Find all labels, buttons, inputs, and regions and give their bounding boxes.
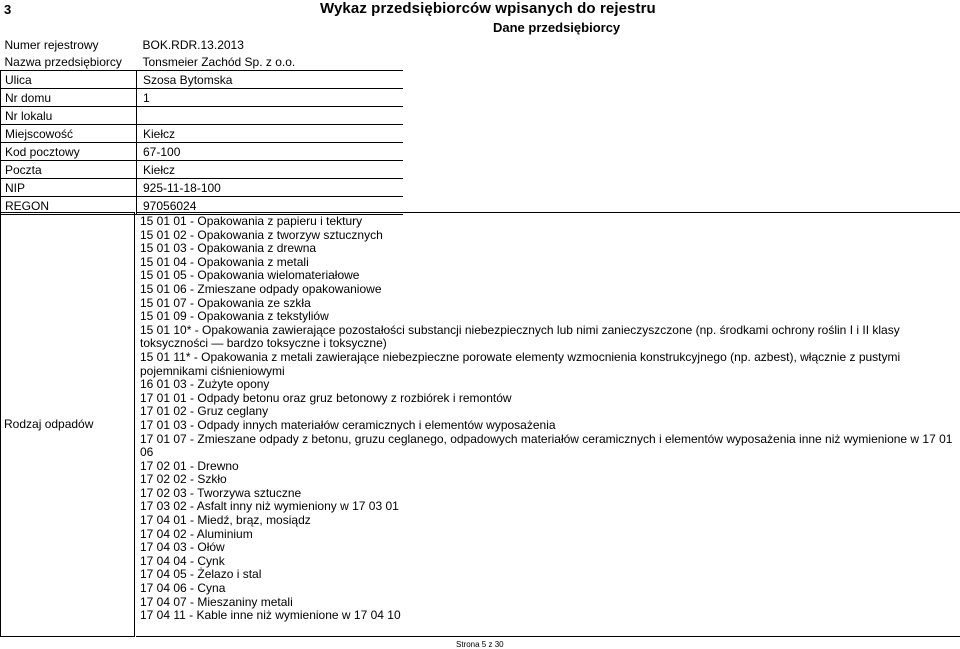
field-label: NIP bbox=[1, 179, 137, 197]
waste-item: 17 04 06 - Cyna bbox=[140, 581, 226, 596]
field-label: Nr domu bbox=[1, 89, 137, 107]
field-label: REGON bbox=[1, 197, 137, 215]
waste-types-label: Rodzaj odpadów bbox=[4, 417, 94, 431]
field-label: Numer rejestrowy bbox=[4, 37, 99, 52]
waste-item: 17 04 07 - Mieszaniny metali bbox=[140, 594, 293, 609]
field-value bbox=[137, 107, 404, 125]
field-value: 67-100 bbox=[137, 143, 404, 161]
info-row-street bbox=[1, 71, 404, 89]
company-info-table bbox=[0, 36, 403, 215]
waste-item: 15 01 11* - Opakowania z metali zawierające niebezpieczne porowate elementy wzmocnienia konstrukcyjnego (np. azbest), włącznie z pustymi pojemnikami ciśnieniowymi bbox=[140, 349, 901, 378]
field-value: 97056024 bbox=[137, 197, 404, 215]
field-value: Tonsmeier Zachód Sp. z o.o. bbox=[142, 54, 296, 69]
waste-item: 17 01 01 - Odpady betonu oraz gruz betonowy z rozbiórek i remontów bbox=[140, 390, 512, 405]
info-row-postal-code bbox=[1, 143, 404, 161]
field-value: BOK.RDR.13.2013 bbox=[142, 37, 244, 52]
waste-item: 17 04 01 - Miedź, brąz, mosiądz bbox=[140, 513, 311, 528]
section-title: Dane przedsiębiorcy bbox=[493, 20, 621, 35]
waste-item: 17 01 07 - Zmieszane odpady z betonu, gruzu ceglanego, odpadowych materiałów ceramicznych i elementów wyposażenia inne niż wymienione w 17 01 06 bbox=[140, 431, 953, 460]
info-row-register-number bbox=[1, 36, 404, 53]
page-number: 3 bbox=[4, 2, 12, 17]
info-row-city bbox=[1, 125, 404, 143]
page-footer: Strona 5 z 30 bbox=[456, 640, 504, 649]
info-row-post-office bbox=[1, 161, 404, 179]
field-value: Kiełcz bbox=[137, 125, 404, 143]
waste-item: 17 04 02 - Aluminium bbox=[140, 526, 253, 541]
waste-item: 17 02 02 - Szkło bbox=[140, 472, 227, 487]
waste-item: 15 01 05 - Opakowania wielomateriałowe bbox=[140, 268, 360, 283]
field-label: Nr lokalu bbox=[1, 107, 137, 125]
waste-item: 15 01 03 - Opakowania z drewna bbox=[140, 241, 317, 256]
waste-item: 17 01 02 - Gruz ceglany bbox=[140, 404, 269, 419]
waste-item: 17 04 03 - Ołów bbox=[140, 540, 225, 555]
waste-item: 17 03 02 - Asfalt inny niż wymieniony w 17 03 01 bbox=[140, 499, 399, 514]
waste-item: 15 01 06 - Zmieszane odpady opakowaniowe bbox=[140, 281, 382, 296]
info-row-house-number bbox=[1, 89, 404, 107]
waste-item: 17 02 03 - Tworzywa sztuczne bbox=[140, 485, 302, 500]
field-label: Ulica bbox=[1, 71, 137, 89]
page-title: Wykaz przedsiębiorców wpisanych do rejestru bbox=[320, 0, 656, 17]
field-value: 1 bbox=[137, 89, 404, 107]
waste-list bbox=[140, 215, 955, 623]
field-label: Miejscowość bbox=[1, 125, 137, 143]
waste-item: 15 01 01 - Opakowania z papieru i tektury bbox=[140, 214, 363, 228]
field-label: Nazwa przedsiębiorcy bbox=[4, 54, 122, 69]
waste-item: 15 01 09 - Opakowania z tekstyliów bbox=[140, 309, 329, 324]
waste-item: 15 01 07 - Opakowania ze szkła bbox=[140, 295, 311, 310]
waste-item: 17 04 04 - Cynk bbox=[140, 553, 225, 568]
field-label: Poczta bbox=[1, 161, 137, 179]
field-value: Kiełcz bbox=[137, 161, 404, 179]
waste-item: 15 01 10* - Opakowania zawierające pozostałości substancji niebezpiecznych lub nimi zanieczyszczone (np. środkami ochrony roślin I i II klasy toksyczności — bardzo toksyczne i toksyczne) bbox=[140, 322, 900, 351]
field-value: Szosa Bytomska bbox=[137, 71, 404, 89]
field-label: Kod pocztowy bbox=[1, 143, 137, 161]
waste-item: 15 01 02 - Opakowania z tworzyw sztucznych bbox=[140, 227, 383, 242]
waste-item: 16 01 03 - Zużyte opony bbox=[140, 377, 270, 392]
waste-item: 15 01 04 - Opakowania z metali bbox=[140, 254, 309, 269]
waste-item: 17 02 01 - Drewno bbox=[140, 458, 239, 473]
waste-item: 17 01 03 - Odpady innych materiałów ceramicznych i elementów wyposażenia bbox=[140, 417, 556, 432]
field-value: 925-11-18-100 bbox=[137, 179, 404, 197]
waste-item: 17 04 11 - Kable inne niż wymienione w 17 04 10 bbox=[140, 608, 401, 623]
info-row-apartment-number bbox=[1, 107, 404, 125]
info-row-nip bbox=[1, 179, 404, 197]
info-row-company-name bbox=[1, 53, 404, 71]
waste-item: 17 04 05 - Żelazo i stal bbox=[140, 567, 262, 582]
